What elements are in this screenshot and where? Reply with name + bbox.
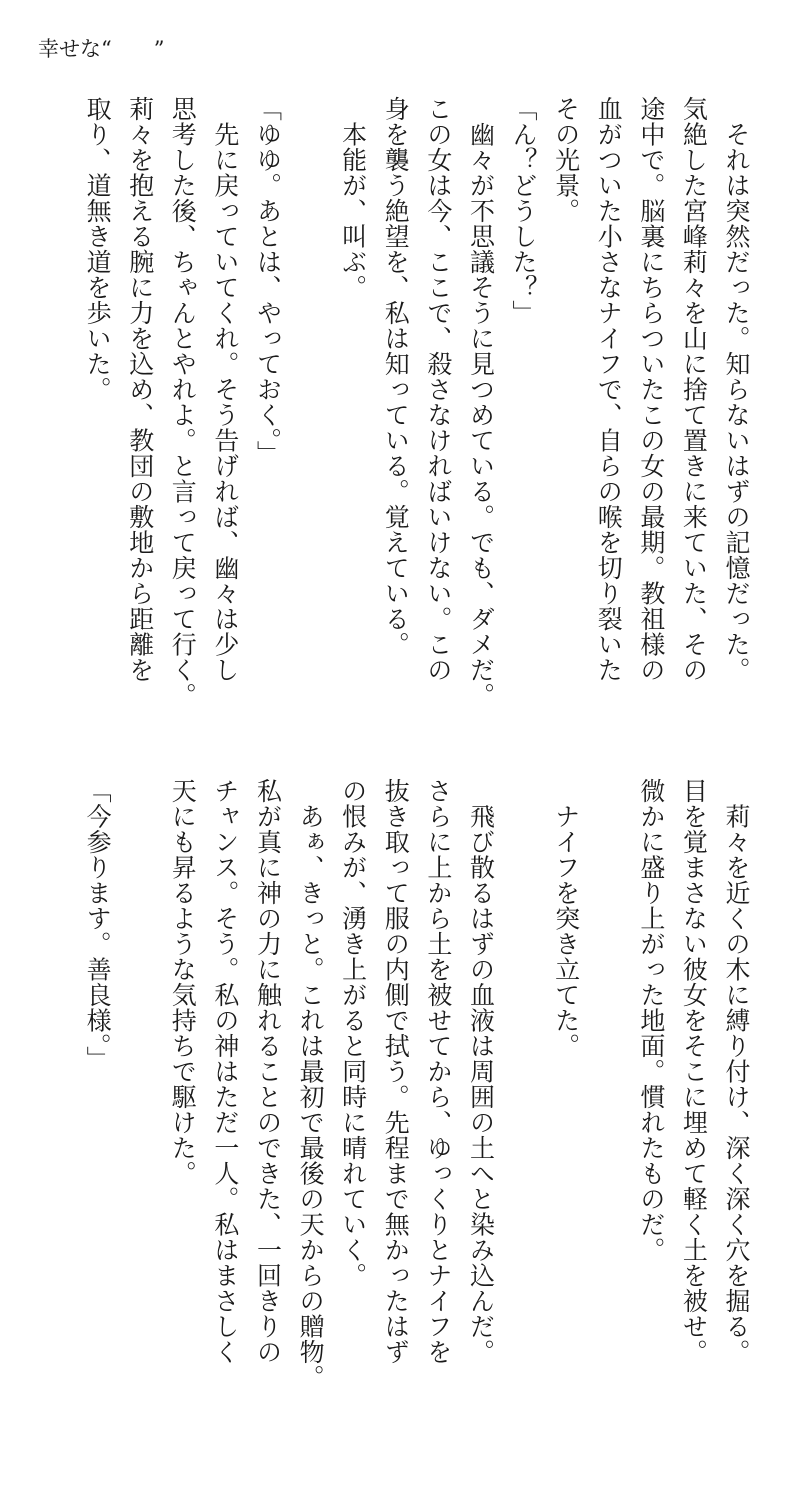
text-line: さらに上から土を被せてから、ゆっくりとナイフを [423, 778, 453, 1365]
text-line: チャンス。そう。私の神はただ一人。私はまさしく [210, 778, 240, 1365]
text-block-lower [40, 778, 757, 1398]
text-line: 莉々を抱える腕に力を込め、教団の敷地から距離を [125, 96, 155, 683]
text-line: 途中で。脳裏にちらついたこの女の最期。教祖様の [636, 96, 666, 683]
text-line: 本能が、叫ぶ。 [338, 96, 368, 300]
text-line: 微かに盛り上がった地面。慣れたものだ。 [636, 778, 666, 1263]
text-line: それは突然だった。知らないはずの記憶だった。 [722, 96, 751, 683]
page-header-title: 幸せな“ ” [38, 37, 165, 61]
text-line: その光景。 [551, 96, 581, 224]
text-line-blank [587, 778, 630, 1398]
text-line: 「ん？どうした？」 [509, 96, 539, 326]
text-line: 莉々を近くの木に縛り付け、深く深く穴を掘る。 [722, 778, 751, 1365]
text-line: 身を襲う絶望を、私は知っている。覚えている。 [381, 96, 411, 657]
text-line: 抜き取って服の内側で拭う。先程まで無かったはず [381, 778, 411, 1365]
text-line: 「ゆゆ。あとは、やっておく。」 [253, 96, 283, 466]
text-line-blank [288, 96, 331, 716]
text-line: 取り、道無き道を歩いた。 [83, 96, 113, 402]
text-line: 飛び散るはずの血液は周囲の土へと染み込んだ。 [466, 778, 496, 1365]
text-line: 天にも昇るような気持ちで駆けた。 [168, 778, 198, 1186]
text-line: の恨みが、湧き上がると同時に晴れていく。 [338, 778, 368, 1288]
text-line: 目を覚まさない彼女をそこに埋めて軽く土を被せ。 [679, 778, 709, 1365]
text-line: 思考した後、ちゃんとやれよ。と言って戻って行く。 [168, 96, 198, 708]
text-line: この女は今、ここで、殺さなければいけない。この [423, 96, 453, 683]
text-line: 私が真に神の力に触れることのできた、一回きりの [253, 778, 283, 1365]
text-line: 「今参ります。善良様。」 [83, 778, 113, 1072]
text-line-blank [118, 778, 161, 1398]
text-line: 気絶した宮峰莉々を山に捨て置きに来ていた、その [679, 96, 709, 683]
text-line: あぁ、きっと。これは最初で最後の天からの贈物。 [296, 778, 326, 1390]
text-block-upper [40, 96, 757, 716]
text-line: 先に戻っていてくれ。そう告げれば、幽々は少し [210, 96, 240, 683]
text-line: 血がついた小さなナイフで、自らの喉を切り裂いた [594, 96, 624, 683]
text-line-blank [501, 778, 544, 1398]
text-line: 幽々が不思議そうに見つめている。でも、ダメだ。 [466, 96, 496, 708]
text-line: ナイフを突き立てた。 [551, 778, 581, 1059]
